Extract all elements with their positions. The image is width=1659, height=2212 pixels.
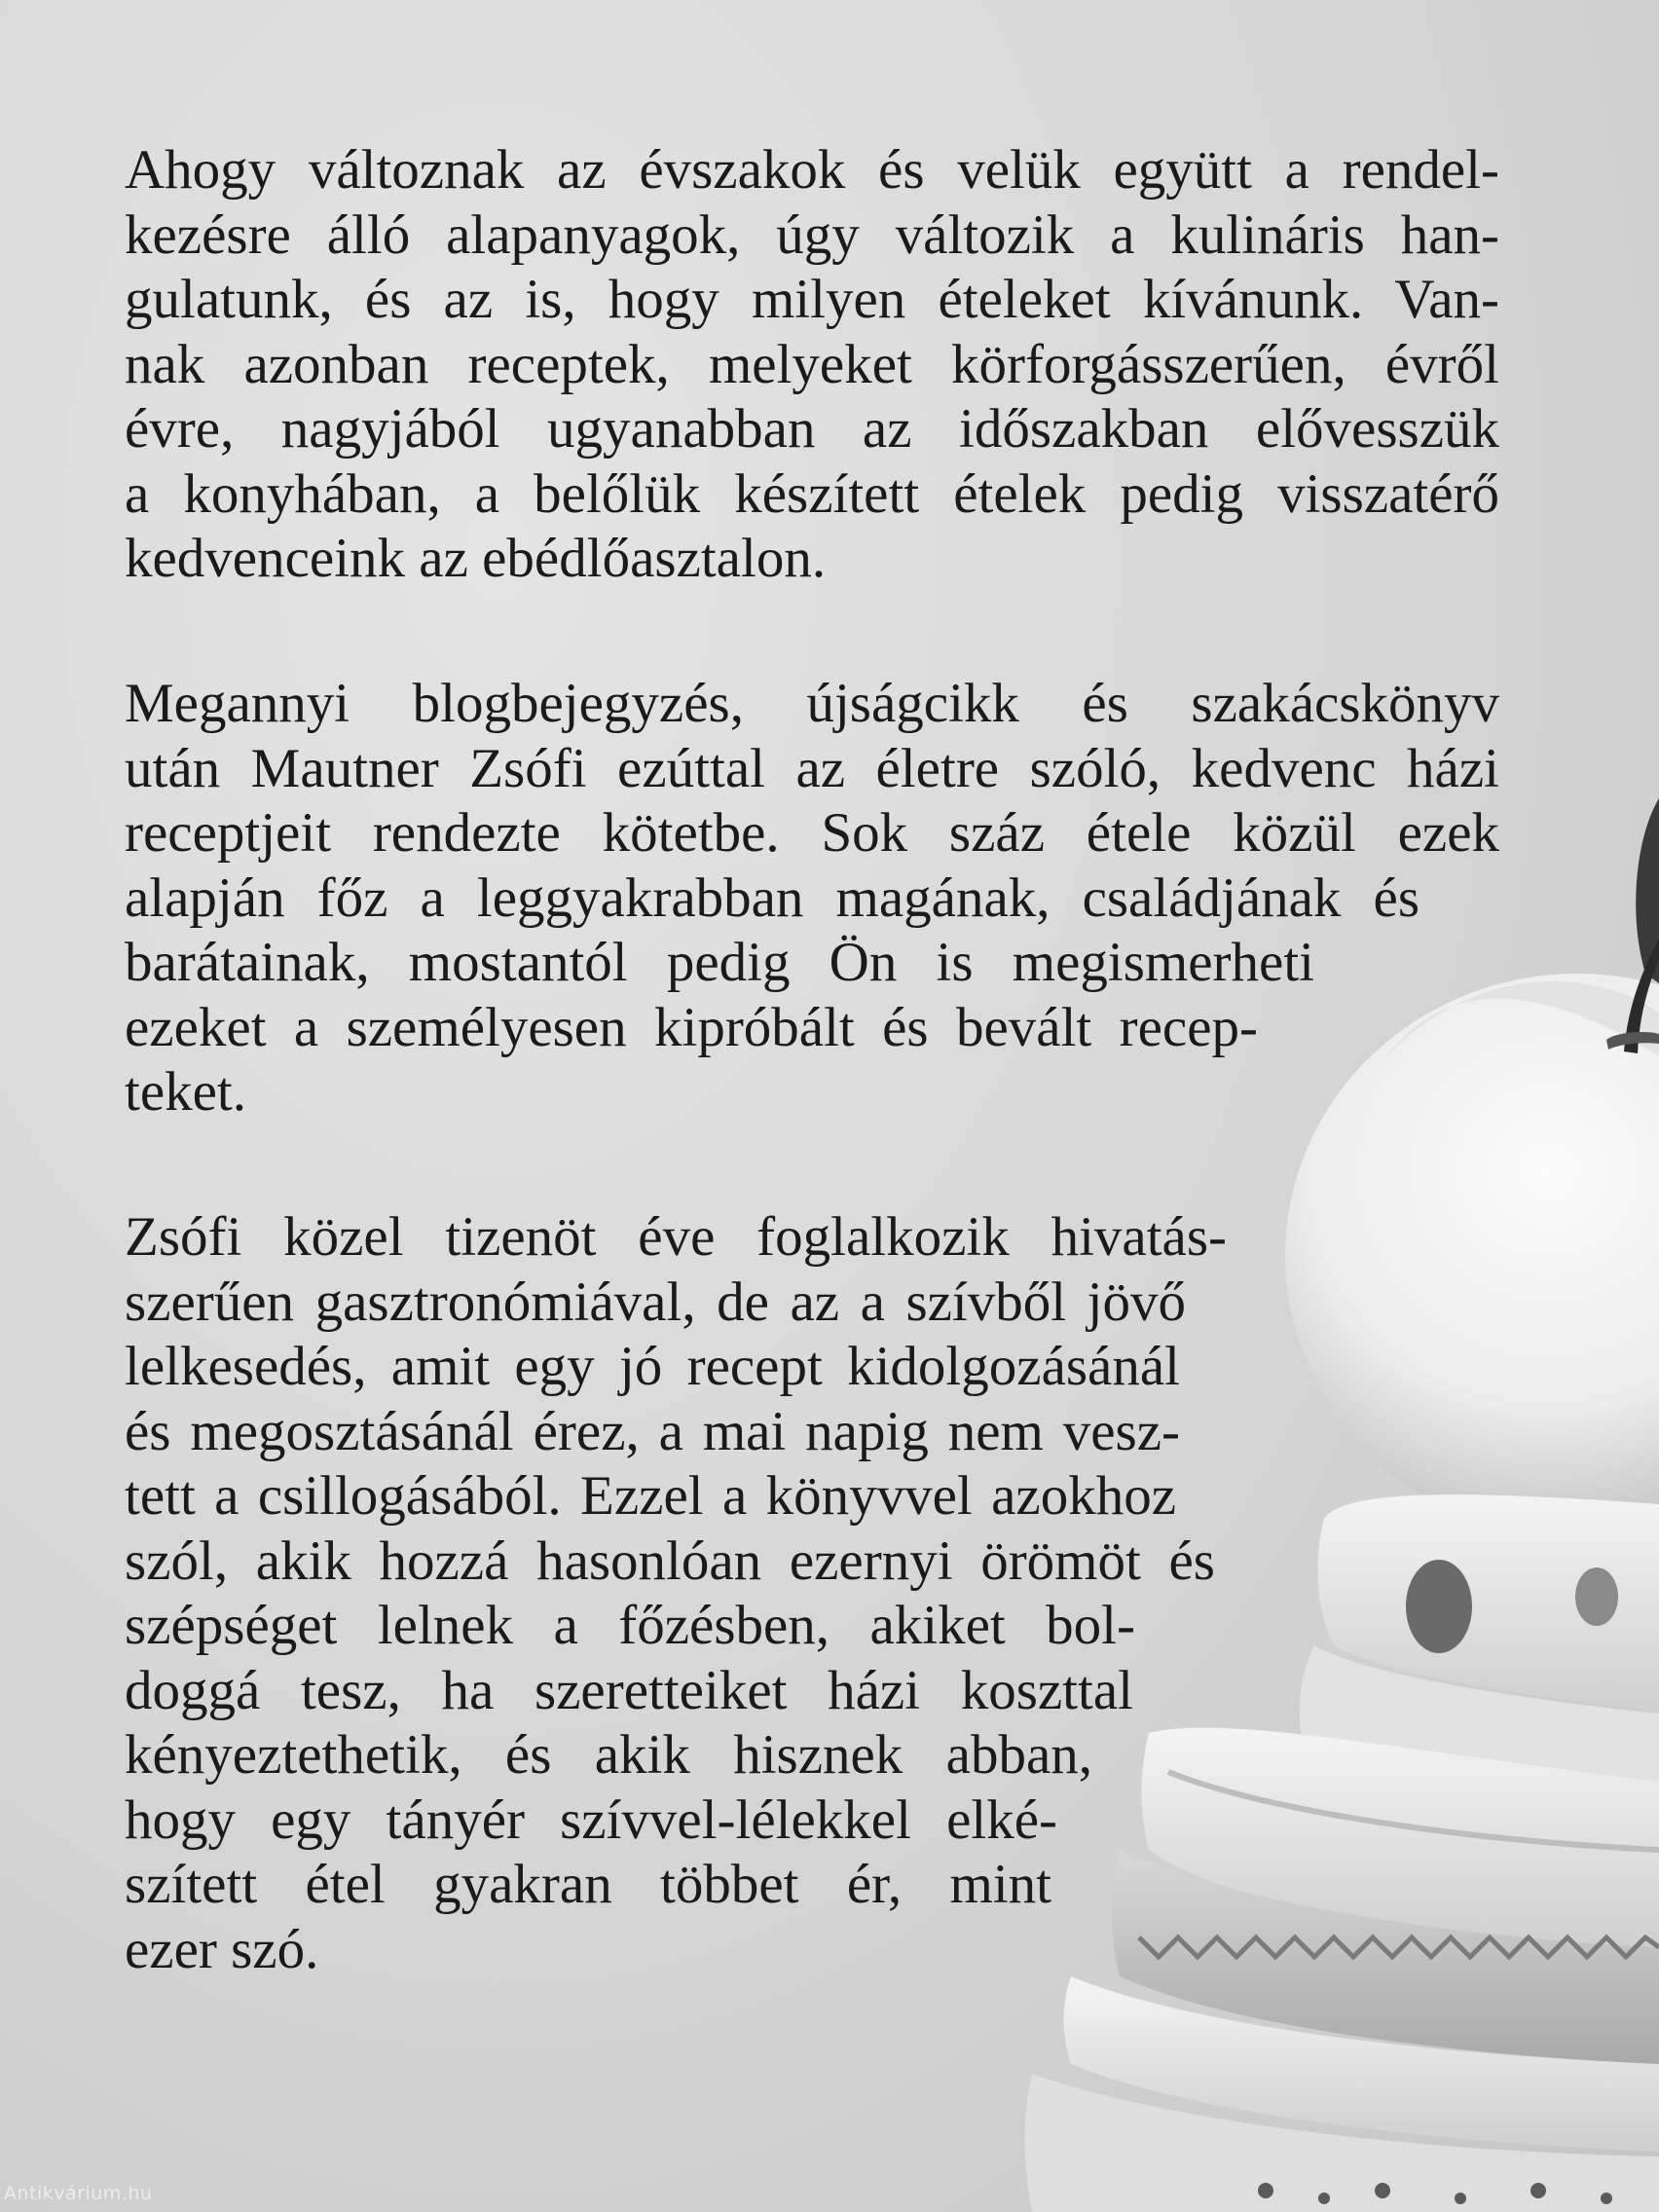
text-line: Megannyi blogbejegyzés, újságcikk és szakácskönyv	[125, 673, 1499, 734]
paragraph-2	[125, 672, 1499, 1125]
text-line: teket.	[125, 1061, 247, 1123]
watermark: Antikvárium.hu	[4, 2183, 153, 2204]
text-line: kedvenceink az ebédlőasztalon.	[125, 528, 827, 589]
text-line: tett a csillogásából. Ezzel a könyvvel azokhoz	[125, 1465, 1176, 1527]
text-line: hogy egy tányér szívvel-lélekkel elké-	[125, 1788, 1057, 1851]
text-line: barátainak, mostantól pedig Ön is megismerheti	[125, 932, 1314, 993]
text-line: alapján főz a leggyakrabban magának, családjának és	[125, 866, 1419, 929]
text-line: a konyhában, a belőlük készített ételek pedig visszatérő	[125, 462, 1499, 525]
text-line: után Mautner Zsófi ezúttal az életre szóló, kedvenc házi	[125, 737, 1499, 799]
text-line: lelkesedés, amit egy jó recept kidolgozásánál	[125, 1336, 1180, 1397]
text-line: kezésre álló alapanyagok, úgy változik a kulináris han-	[125, 203, 1499, 266]
text-line: Zsófi közel tizenöt éve foglalkozik hivatás-	[125, 1206, 1227, 1268]
text-line: kényeztethetik, és akik hisznek abban,	[125, 1724, 1092, 1786]
paragraph-3	[125, 1205, 1227, 1982]
text-line: nak azonban receptek, melyeket körforgásszerűen, évről	[125, 333, 1499, 395]
text-line: Ahogy változnak az évszakok és velük együtt a rendel-	[125, 139, 1499, 201]
text-line: ezer szó.	[125, 1918, 319, 1980]
text-line: évre, nagyjából ugyanabban az időszakban elővesszük	[125, 398, 1499, 460]
paragraph-1	[125, 138, 1499, 592]
text-line: szített étel gyakran többet ér, mint	[125, 1854, 1051, 1915]
text-line: szépséget lelnek a főzésben, akiket bol-	[125, 1595, 1135, 1656]
text-line: doggá tesz, ha szeretteiket házi koszttal	[125, 1659, 1133, 1721]
text-line: szerűen gasztronómiával, de az a szívből jövő	[125, 1271, 1186, 1333]
text-line: ezeket a személyesen kipróbált és bevált recep-	[125, 996, 1258, 1058]
text-line: receptjeit rendezte kötetbe. Sok száz étele közül ezek	[125, 802, 1499, 864]
text-line: és megosztásánál érez, a mai napig nem vesz-	[125, 1400, 1180, 1462]
text-line: szól, akik hozzá hasonlóan ezernyi örömöt és	[125, 1530, 1215, 1592]
text-line: gulatunk, és az is, hogy milyen ételeket kívánunk. Van-	[125, 269, 1499, 330]
